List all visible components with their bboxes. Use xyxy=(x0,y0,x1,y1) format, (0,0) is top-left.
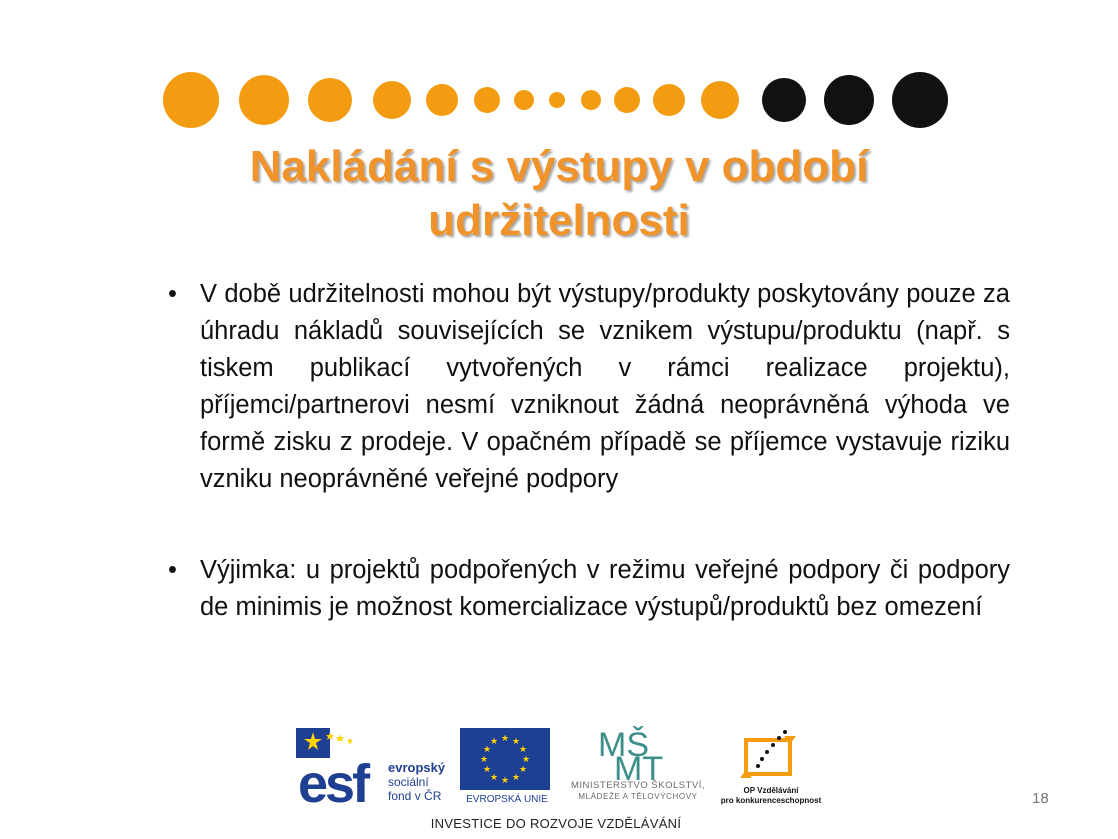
bullet-item xyxy=(166,552,1010,626)
svg-text:★: ★ xyxy=(500,734,510,744)
msmt-logo xyxy=(558,722,718,808)
bullet-text: V době udržitelnosti mohou být výstupy/produkty poskytovány pouze za úhradu nákladů souvisejících se vznikem výstupu/produktu (např. s tiskem publikací vytvořených v rámci realizace projektu), příjemci/partnerovi nesmí vzniknout žádná neoprávněná výhoda ve formě zisku z prodeje. V opačném případě se příjemce vystavuje riziku vzniku neoprávněné veřejné podpory xyxy=(200,280,1010,493)
svg-text:★: ★ xyxy=(511,737,521,747)
slide-title xyxy=(120,140,998,248)
svg-text:★: ★ xyxy=(482,765,492,775)
op-vk-mark-icon xyxy=(740,726,800,784)
eu-flag-icon xyxy=(460,728,550,790)
msmt-line-2: MLÁDEŽE A TĚLOVÝCHOVY xyxy=(578,792,698,801)
op-line-1: OP Vzdělávání xyxy=(743,786,799,795)
svg-text:★: ★ xyxy=(518,765,528,775)
bullet-item xyxy=(166,276,1010,498)
investice-tagline: INVESTICE DO ROZVOJE VZDĚLÁVÁNÍ xyxy=(430,816,682,831)
svg-text:MŠ: MŠ xyxy=(598,726,649,764)
op-vk-logo xyxy=(716,726,826,810)
svg-text:★: ★ xyxy=(489,773,499,783)
eu-label: EVROPSKÁ UNIE xyxy=(466,794,548,805)
bullet-icon: • xyxy=(168,556,177,584)
title-line-2: udržitelnosti xyxy=(428,196,690,245)
bullet-icon: • xyxy=(168,280,177,308)
bullet-list xyxy=(166,276,1010,626)
svg-text:MT: MT xyxy=(614,750,664,782)
msmt-mark-icon xyxy=(596,726,676,782)
svg-text:★: ★ xyxy=(518,745,528,755)
op-line-2: pro konkurenceschopnost xyxy=(720,796,822,805)
svg-text:★: ★ xyxy=(521,755,531,765)
decorative-dots xyxy=(0,0,1118,140)
title-line-1: Nakládání s výstupy v období xyxy=(249,142,869,191)
esf-mark-icon xyxy=(296,728,386,804)
svg-text:★: ★ xyxy=(489,737,499,747)
svg-text:★: ★ xyxy=(511,773,521,783)
svg-text:★: ★ xyxy=(479,755,489,765)
page-number: 18 xyxy=(1032,790,1049,807)
svg-text:esf: esf xyxy=(298,754,368,804)
eu-logo xyxy=(460,728,552,808)
esf-text-evropsky: evropský xyxy=(388,760,446,775)
msmt-line-1: MINISTERSTVO ŠKOLSTVÍ, xyxy=(571,780,705,791)
bullet-text: Výjimka: u projektů podpořených v režimu veřejné podpory či podpory de minimis je možnost komercializace výstupů/produktů bez omezení xyxy=(200,556,1010,621)
esf-logo xyxy=(296,728,456,804)
esf-text-socialni: sociální xyxy=(388,775,429,789)
svg-text:★: ★ xyxy=(482,745,492,755)
esf-text-fond: fond v ČR xyxy=(388,789,442,803)
svg-text:★: ★ xyxy=(500,776,510,786)
